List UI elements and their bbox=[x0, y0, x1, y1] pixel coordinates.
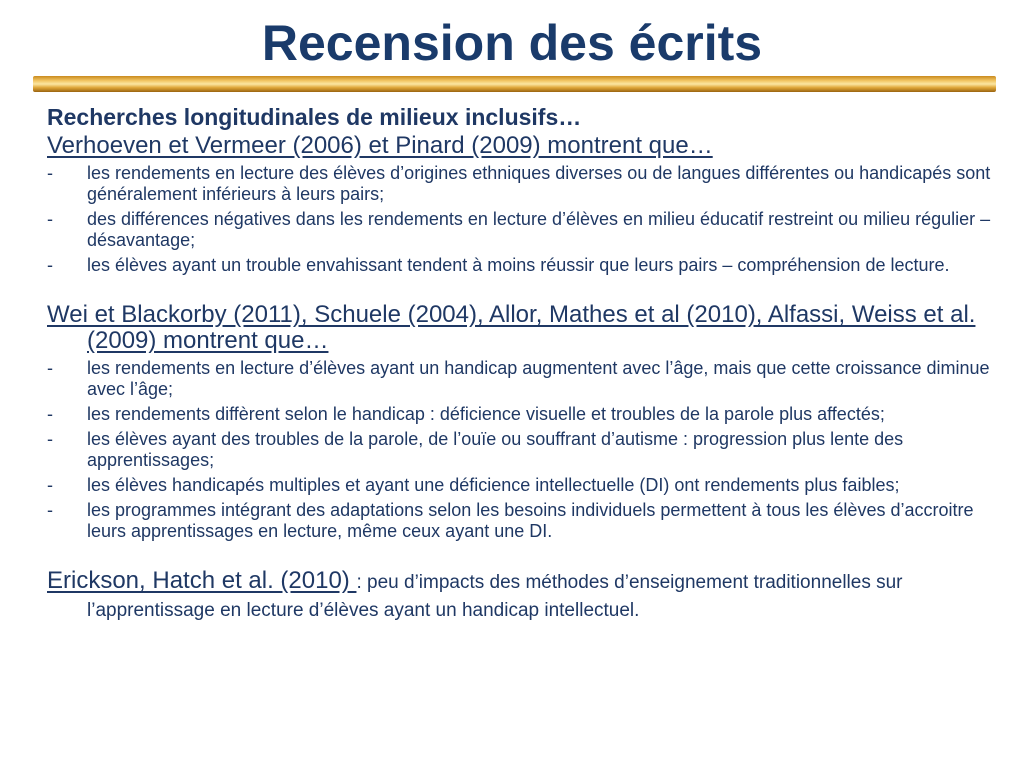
list-item bbox=[47, 500, 997, 542]
bullet-dash: - bbox=[47, 429, 53, 449]
bullet-dash: - bbox=[47, 500, 53, 520]
reference-3 bbox=[47, 568, 997, 624]
list-item-text: les élèves handicapés multiples et ayant une déficience intellectuelle (DI) ont rendements plus faibles; bbox=[87, 475, 900, 495]
reference-3-note: : peu d’impacts des méthodes d’enseignement traditionnelles sur l’apprentissage en lecture d’élèves ayant un handicap intellectuel. bbox=[87, 572, 903, 621]
title-divider bbox=[33, 76, 996, 92]
list-item-text: les élèves ayant un trouble envahissant tendent à moins réussir que leurs pairs – compréhension de lecture. bbox=[87, 255, 950, 275]
reference-2 bbox=[47, 302, 997, 354]
list-item-text: les rendements diffèrent selon le handicap : déficience visuelle et troubles de la parole plus affectés; bbox=[87, 404, 885, 424]
list-item bbox=[47, 163, 997, 205]
slide-title: Recension des écrits bbox=[261, 15, 763, 71]
reference-2-citation: Wei et Blackorby (2011), Schuele (2004), Allor, Mathes et al (2010), Alfassi, Weiss et al. (2009) montrent que… bbox=[47, 301, 976, 354]
bullet-dash: - bbox=[47, 358, 53, 378]
list-item-text: les rendements en lecture des élèves d’origines ethniques diverses ou de langues différentes ou handicapés sont généralement inférieurs à leurs pairs; bbox=[87, 163, 991, 204]
list-item bbox=[47, 404, 997, 425]
list-item-text: des différences négatives dans les rendements en lecture d’élèves en milieu éducatif restreint ou milieu régulier – désavantage; bbox=[87, 209, 991, 250]
list-item bbox=[47, 209, 997, 251]
spacer bbox=[47, 546, 997, 568]
list-item bbox=[47, 429, 997, 471]
bullet-dash: - bbox=[47, 209, 53, 229]
bullet-dash: - bbox=[47, 163, 53, 183]
section-subheading: Recherches longitudinales de milieux inclusifs… bbox=[47, 104, 582, 130]
list-item-text: les rendements en lecture d’élèves ayant un handicap augmentent avec l’âge, mais que cette croissance diminue avec l’âge; bbox=[87, 358, 990, 399]
slide-content bbox=[47, 101, 997, 624]
list-item bbox=[47, 475, 997, 496]
spacer bbox=[47, 280, 997, 302]
reference-1 bbox=[47, 133, 997, 159]
list-item-text: les programmes intégrant des adaptations selon les besoins individuels permettent à tous les élèves d’accroitre leurs apprentissages en lecture, même ceux ayant une DI. bbox=[87, 500, 974, 541]
list-item-text: les élèves ayant des troubles de la parole, de l’ouïe ou souffrant d’autisme : progression plus lente des apprentissages; bbox=[87, 429, 904, 470]
bullet-dash: - bbox=[47, 255, 53, 275]
bullet-dash: - bbox=[47, 404, 53, 424]
bullet-dash: - bbox=[47, 475, 53, 495]
reference-2-points bbox=[47, 358, 997, 542]
reference-3-citation: Erickson, Hatch et al. (2010) bbox=[47, 567, 357, 594]
reference-1-citation: Verhoeven et Vermeer (2006) et Pinard (2009) montrent que… bbox=[47, 132, 713, 159]
list-item bbox=[47, 255, 997, 276]
reference-1-points bbox=[47, 163, 997, 276]
list-item bbox=[47, 358, 997, 400]
